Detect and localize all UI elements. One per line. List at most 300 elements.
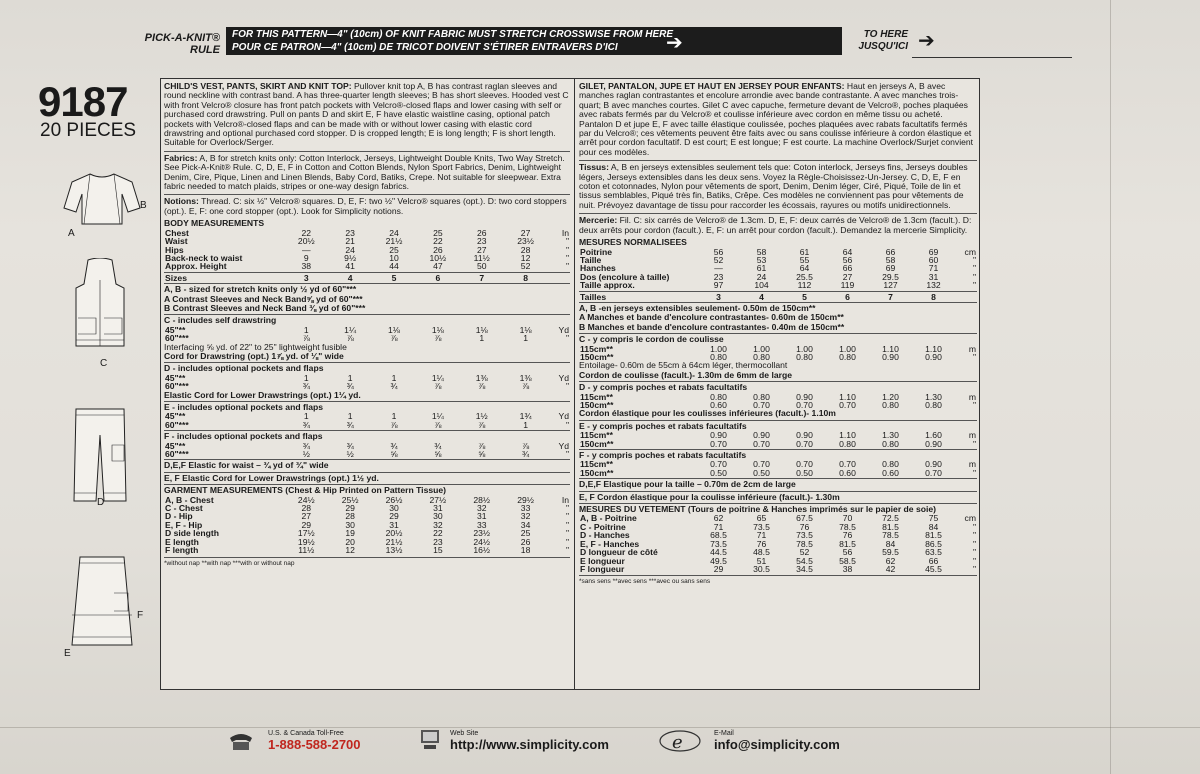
unit-cell: In [561,227,569,238]
value-cell: 27 [842,271,853,282]
row-label: F longueur [580,563,625,574]
row-label: 115cm** [580,459,613,470]
value-cell: 53 [756,254,767,265]
body-measurement-row [579,248,977,256]
size-cell: 5 [391,272,397,283]
to-here-label [852,29,908,53]
value-cell: ⅞ [434,333,442,344]
value-cell: ¾ [346,381,354,392]
yardage-row [579,440,977,448]
value-cell: 78.5 [839,521,856,532]
body-measurements-title-fr: MESURES NORMALISEES [579,237,687,248]
value-cell: 31 [389,519,399,530]
row-label: 150cm** [580,351,614,362]
value-cell: 1⅛ [431,324,444,335]
value-cell: 30.5 [753,563,770,574]
value-cell: 29 [713,563,724,574]
value-cell: 18 [520,545,531,556]
value-cell: 42 [885,563,896,574]
body-measurement-row [164,237,570,245]
view-f-title-fr: F - y compris poches et rabats facultatifs [579,450,747,461]
interfacing-line-fr: Entoilage- 0.60m de 55cm à 64cm léger, thermocollant [579,360,788,371]
value-cell: 73.5 [710,538,727,549]
yardage-row [579,460,977,468]
value-cell: 59.5 [882,547,899,558]
value-cell: 25.5 [796,271,813,282]
value-cell: 64 [842,246,853,257]
value-cell: 70 [842,513,853,524]
view-f-table-fr [579,460,977,477]
row-label: 45"** [165,411,186,422]
body-measurement-row [579,281,977,289]
size-cell: 6 [435,272,441,283]
value-cell: 1¾ [519,411,532,422]
size-cell: 8 [523,272,528,283]
value-cell: 26 [433,244,443,255]
value-cell: 25 [433,227,443,238]
body-measurements-title-en: BODY MEASUREMENTS [164,218,265,229]
garment-measurement-row [164,538,570,546]
value-cell: 0.80 [796,351,813,362]
value-cell: 32 [520,511,531,522]
email-block [714,730,840,752]
garment-measurement-row [164,529,570,537]
value-cell: 66 [928,555,939,566]
value-cell: ⅞ [478,381,486,392]
value-cell: 0.80 [882,438,899,449]
value-cell: 28½ [473,494,491,505]
email-link[interactable]: info@simplicity.com [714,737,840,752]
yardage-row [164,450,570,458]
value-cell: 71 [928,263,939,274]
value-cell: 20½ [297,236,315,247]
garment-measurement-row [164,521,570,529]
value-cell: 62 [885,555,896,566]
row-label: 150cm** [580,400,614,410]
d-yardage-fr [579,381,977,419]
value-cell: 22 [433,528,443,539]
row-label: Waist [165,236,188,247]
unit-cell: " [565,449,569,460]
value-cell: 20½ [385,528,403,539]
value-cell: 55 [799,254,810,265]
value-cell: 63.5 [925,547,942,558]
unit-cell: " [565,419,569,430]
size-cell: 4 [347,272,353,283]
svg-text:e: e [672,732,683,753]
garment-measurement-row [164,496,570,504]
value-cell: ⅝ [390,449,398,460]
value-cell: ⅞ [434,381,442,392]
unit-cell: " [972,521,976,532]
value-cell: 41 [345,261,355,272]
value-cell: ¾ [434,440,442,451]
value-cell: 1 [347,372,353,383]
unit-cell: " [565,381,569,392]
value-cell: 26 [520,536,531,547]
unit-cell: " [972,530,976,541]
value-cell: 1.00 [753,343,770,354]
value-cell: 56 [842,547,853,558]
value-cell: 23 [433,536,443,547]
size-cell [548,274,570,282]
value-cell: 58 [756,246,767,257]
value-cell: 1.30 [882,430,899,441]
phone-block [268,730,361,752]
value-cell: 52 [799,547,810,558]
to-here-fr: JUSQU'ICI [858,41,908,52]
ab-yardage-en [164,283,570,313]
body-measurements-table-en [164,229,570,271]
value-cell: 0.70 [796,400,813,410]
value-cell: 52 [520,261,531,272]
footnote-fr: *sans sens **avec sens ***avec ou sans sens [579,575,977,586]
sizes-row-fr [579,293,977,301]
value-cell: 76 [842,530,853,541]
value-cell: 61 [799,246,810,257]
value-cell: 0.80 [882,400,899,410]
value-cell: 68.5 [710,530,727,541]
row-label: 115cm** [580,343,613,354]
value-cell: 24 [756,271,767,282]
value-cell: 17½ [297,528,315,539]
value-cell: ⅞ [478,440,486,451]
description-fr [579,82,977,157]
value-cell: 31 [476,511,487,522]
row-label: Taille approx. [580,280,635,291]
unit-cell: " [972,271,976,282]
value-cell: ⅞ [522,440,530,451]
skirt-drawing [70,553,134,649]
knit-top-drawing [62,168,142,228]
website-link[interactable]: http://www.simplicity.com [450,737,609,752]
value-cell: 1⅛ [388,324,400,335]
value-cell: 58.5 [839,555,856,566]
row-label: 45"** [165,372,186,383]
notions-text-en: Thread. C: six ½" Velcro® squares. D, E, F: two ½" Velcro® squares (opt.). D: two cord stoppers (opt.). E, F: one cord stopper (opt.). Look for Simplicity notions. [164,196,567,216]
value-cell: 0.80 [839,438,856,449]
unit-cell: " [565,236,569,247]
value-cell: 32 [476,503,487,514]
unit-cell: " [565,244,569,255]
value-cell: — [301,244,311,255]
d-yardage-en [164,362,570,400]
value-cell: 0.70 [796,459,813,470]
yardage-row [164,421,570,429]
size-cell: 6 [845,291,850,302]
unit-cell: cm [964,513,976,524]
ef-cord-line-fr: E, F Cordon élastique pour la coulisse inférieure (facult.)- 1.30m [579,491,977,502]
garment-measurement-row [579,514,977,522]
value-cell: 10½ [429,252,447,263]
unit-cell: cm [964,246,976,257]
yardage-line: A Contrast Sleeves and Neck Band⅝ yd of 60"*** [164,293,363,304]
unit-cell: " [972,547,976,558]
body-measurement-row [579,256,977,264]
value-cell: 22 [301,227,312,238]
e-yardage-fr [579,420,977,448]
value-cell: 25 [389,244,399,255]
yardage-row [579,345,977,353]
view-e-table-en [164,412,570,429]
view-c-table-fr [579,345,977,362]
description-title-fr: GILET, PANTALON, JUPE ET HAUT EN JERSEY POUR ENFANTS: [579,81,845,91]
value-cell: 1.00 [796,343,813,354]
sizes-row [579,293,977,301]
value-cell: ¾ [390,440,398,451]
size-cell: 8 [931,291,936,302]
value-cell: ⅞ [390,419,398,430]
row-label: E, F - Hanches [580,538,640,549]
value-cell: 1⅜ [519,372,532,383]
row-label: E, F - Hip [165,519,203,530]
notions-fr [579,213,977,235]
value-cell: 0.90 [925,438,942,449]
fabrics-title-fr: Tissus: [579,162,609,173]
value-cell: 66 [885,246,896,257]
arrow-right-icon: ➔ [918,30,935,52]
value-cell: ½ [346,449,354,460]
value-cell: 11½ [298,545,315,556]
value-cell: 1¼ [344,324,357,335]
computer-icon [418,728,442,752]
fabrics-text-en: A, B for stretch knits only: Cotton Interlock, Jerseys, Lightweight Double Knits, Two Way Stretch. See Pick-A-Knit® Rule. C, D, E, F in Cotton and Cotton Blends, Nylon Sport Fabrics, Denim, Lightweight Denim, Cire, Pique, Linen and Linen Blends, Baby Cord, Batiks, Crepe. Not suitable for sleepwear. Extra fabric needed to match plaids, stripes or one-way design fabrics. [164,152,565,192]
value-cell: 1.00 [839,343,856,354]
unit-cell: Yd [558,440,569,451]
garment-measurement-row [164,546,570,554]
value-cell: ⅞ [522,381,530,392]
value-cell: 1 [303,372,309,383]
row-label: 60"*** [165,381,189,392]
description-en [164,82,570,148]
garment-measurements-table-en [164,496,570,555]
value-cell: 76 [756,538,767,549]
unit-cell: " [565,252,569,263]
value-cell: 30 [433,511,443,522]
value-cell: ⅞ [434,419,442,430]
unit-cell: m [968,430,976,441]
value-cell: 56 [713,246,724,257]
english-column [164,82,570,568]
value-cell: 0.80 [882,459,899,470]
value-cell: 104 [754,280,769,291]
unit-cell: " [972,438,976,449]
row-label: Back-neck to waist [165,252,243,263]
value-cell: 71 [713,521,724,532]
value-cell: 13½ [385,545,403,556]
yardage-line: A, B - sized for stretch knits only ½ yd of 60"*** [164,284,357,295]
value-cell: 0.80 [839,351,856,362]
value-cell: 72.5 [882,513,899,524]
value-cell: 31 [928,271,939,282]
piece-count: 20 PIECES [40,120,137,141]
elastic-cord-line-fr: Cordon élastique pour les coulisses inférieures (facult.)- 1.10m [579,408,836,419]
size-cell: 5 [802,291,807,302]
pattern-number: 9187 [38,78,128,125]
unit-cell: " [565,536,569,547]
pick-a-knit-label: PICK-A-KNIT® RULE [144,32,220,56]
value-cell: 47 [433,261,443,272]
body-measurement-row [164,262,570,270]
value-cell: 0.70 [753,400,770,410]
waist-elastic-line-en: D,E,F Elastic for waist – ¾ yd of ¾" wide [164,459,570,470]
french-column [579,82,977,587]
row-label: D side length [165,528,219,539]
value-cell: ⅞ [302,333,310,344]
value-cell: 0.80 [925,400,942,410]
row-label: 115cm** [580,430,613,441]
value-cell: ⅝ [478,449,486,460]
row-label: E length [165,536,199,547]
value-cell: 81.5 [839,538,856,549]
row-label: 150cm** [580,438,614,449]
e-yardage-en [164,401,570,429]
value-cell: 27 [520,227,531,238]
value-cell: 1½ [475,411,488,422]
value-cell: 0.80 [710,391,727,402]
value-cell: 1 [391,372,397,383]
to-here-en: TO HERE [863,29,908,40]
garment-measurement-row [164,512,570,520]
notions-en [164,194,570,216]
pick-a-knit-rule-line [912,57,1072,58]
value-cell: 19½ [297,536,315,547]
row-label: Hanches [580,263,616,274]
yardage-line: A Manches et bande d'encolure contrastantes- 0.60m de 150cm** [579,312,844,323]
row-label: 45"** [165,440,186,451]
phone-label: U.S. & Canada Toll-Free [268,730,344,737]
value-cell: 49.5 [710,555,727,566]
garment-measurement-row [579,565,977,573]
value-cell: 29.5 [882,271,899,282]
value-cell: 54.5 [796,555,813,566]
value-cell: 1.30 [925,391,942,402]
value-cell: 0.70 [753,438,770,449]
phone-number[interactable]: 1-888-588-2700 [268,737,361,752]
view-e-title-fr: E - y compris poches et rabats facultatifs [579,420,747,431]
value-cell: 64 [799,263,810,274]
unit-cell: m [968,459,976,470]
yardage-line: B Manches et bande d'encolure contrastantes- 0.40m de 150cm** [579,321,845,332]
value-cell: 61 [756,263,767,274]
c-yardage-en [164,314,570,361]
value-cell: 81.5 [882,521,899,532]
value-cell: 21½ [385,236,403,247]
unit-cell: Yd [558,372,569,383]
value-cell: 67.5 [796,513,813,524]
row-label: C - Chest [165,503,203,514]
yardage-row [164,412,570,420]
value-cell: 58 [885,254,896,265]
value-cell: 127 [883,280,898,291]
value-cell: 71 [756,530,767,541]
row-label: Poitrine [580,246,612,257]
f-yardage-fr [579,449,977,477]
unit-cell: " [972,563,976,574]
garment-measurement-row [579,557,977,565]
pick-a-knit-bar [226,27,842,55]
value-cell: 28 [520,244,531,255]
figure-label-c: C [100,358,108,369]
size-cell: 4 [759,291,764,302]
garment-measurement-row [164,504,570,512]
value-cell: ¾ [346,440,354,451]
row-label: 115cm** [580,391,613,402]
value-cell: 44 [389,261,399,272]
yardage-row [579,469,977,477]
row-label: Hips [165,244,184,255]
row-label: 60"*** [165,449,189,460]
row-label: Sizes [165,272,187,283]
unit-cell: " [972,351,976,362]
value-cell: 0.50 [710,467,727,478]
row-label: 60"*** [165,333,189,344]
interfacing-line-en: Interfacing ⅝ yd. of 22" to 25" lightweight fusible [164,341,347,352]
value-cell: 16½ [473,545,491,556]
value-cell: 48.5 [753,547,770,558]
unit-cell: In [561,494,569,505]
unit-cell: " [972,400,976,410]
value-cell: 38 [842,563,853,574]
sizes-row-en [164,274,570,282]
row-label: 45"** [165,324,186,335]
row-label: Taille [580,254,602,265]
description-title-en: CHILD'S VEST, PANTS, SKIRT AND KNIT TOP: [164,81,352,91]
yardage-line: A, B -en jerseys extensibles seulement- 0.50m de 150cm** [579,302,816,313]
value-cell: 32 [433,519,443,530]
value-cell: 69 [928,246,939,257]
value-cell: 1.10 [925,343,942,354]
value-cell: 0.70 [796,438,813,449]
value-cell: 62 [713,513,724,524]
value-cell: 1.20 [882,391,899,402]
value-cell: 1 [479,333,485,344]
value-cell: 1.10 [839,430,856,441]
size-cell: 7 [479,272,485,283]
value-cell: 1¼ [431,372,444,383]
value-cell: 112 [797,280,812,291]
ef-cord-line-en: E, F Elastic Cord for Lower Drawstrings (opt.) 1½ yd. [164,472,570,483]
fabrics-text-fr: A, B en jerseys extensibles seulement tels que: Coton interlock, Jerseys fins, Jerseys doubles légers, Jerseys extensibles dans les deux sens. Voyez la Règle-Choisissez-Un-Jersey. C, D, E, F en coton et cotonnades, Nylon pour vêtements de sport, Denim, Denim léger, Ciré, Piqué, Toile de lin et tissus semblables, Piqué très fin, Batiks, Crêpe. Ces modèles ne conviennent pas pour vêtements de nuit. Prévoyez davantage de tissu pour raccorder les écossais, rayures ou motifs unidirectionnels. [579,162,968,210]
value-cell: ¾ [302,419,310,430]
view-e-title-en: E - includes optional pockets and flaps [164,402,324,412]
view-d-title-fr: D - y compris poches et rabats facultatifs [579,382,748,393]
view-c-title-fr: C - y compris le cordon de coulisse [579,334,724,345]
value-cell: 97 [713,280,724,291]
value-cell: 9½ [344,252,357,263]
value-cell: 20 [345,536,355,547]
value-cell: 30 [389,503,399,514]
unit-cell: " [565,519,569,530]
value-cell: 24 [345,244,355,255]
value-cell: 1.60 [925,430,942,441]
value-cell: ⅝ [434,449,442,460]
value-cell: 0.90 [925,351,942,362]
value-cell: 10 [389,252,399,263]
value-cell: 26½ [385,494,403,505]
value-cell: 30 [345,519,355,530]
garment-measurement-row [579,548,977,556]
value-cell: 84 [885,538,896,549]
figure-label-d: D [97,497,105,508]
f-yardage-en [164,430,570,458]
unit-cell: " [972,538,976,549]
value-cell: 21½ [385,536,403,547]
value-cell: 34.5 [796,563,813,574]
value-cell: 0.90 [796,391,813,402]
value-cell: 29 [345,503,355,514]
row-label: D - Hip [165,511,193,522]
